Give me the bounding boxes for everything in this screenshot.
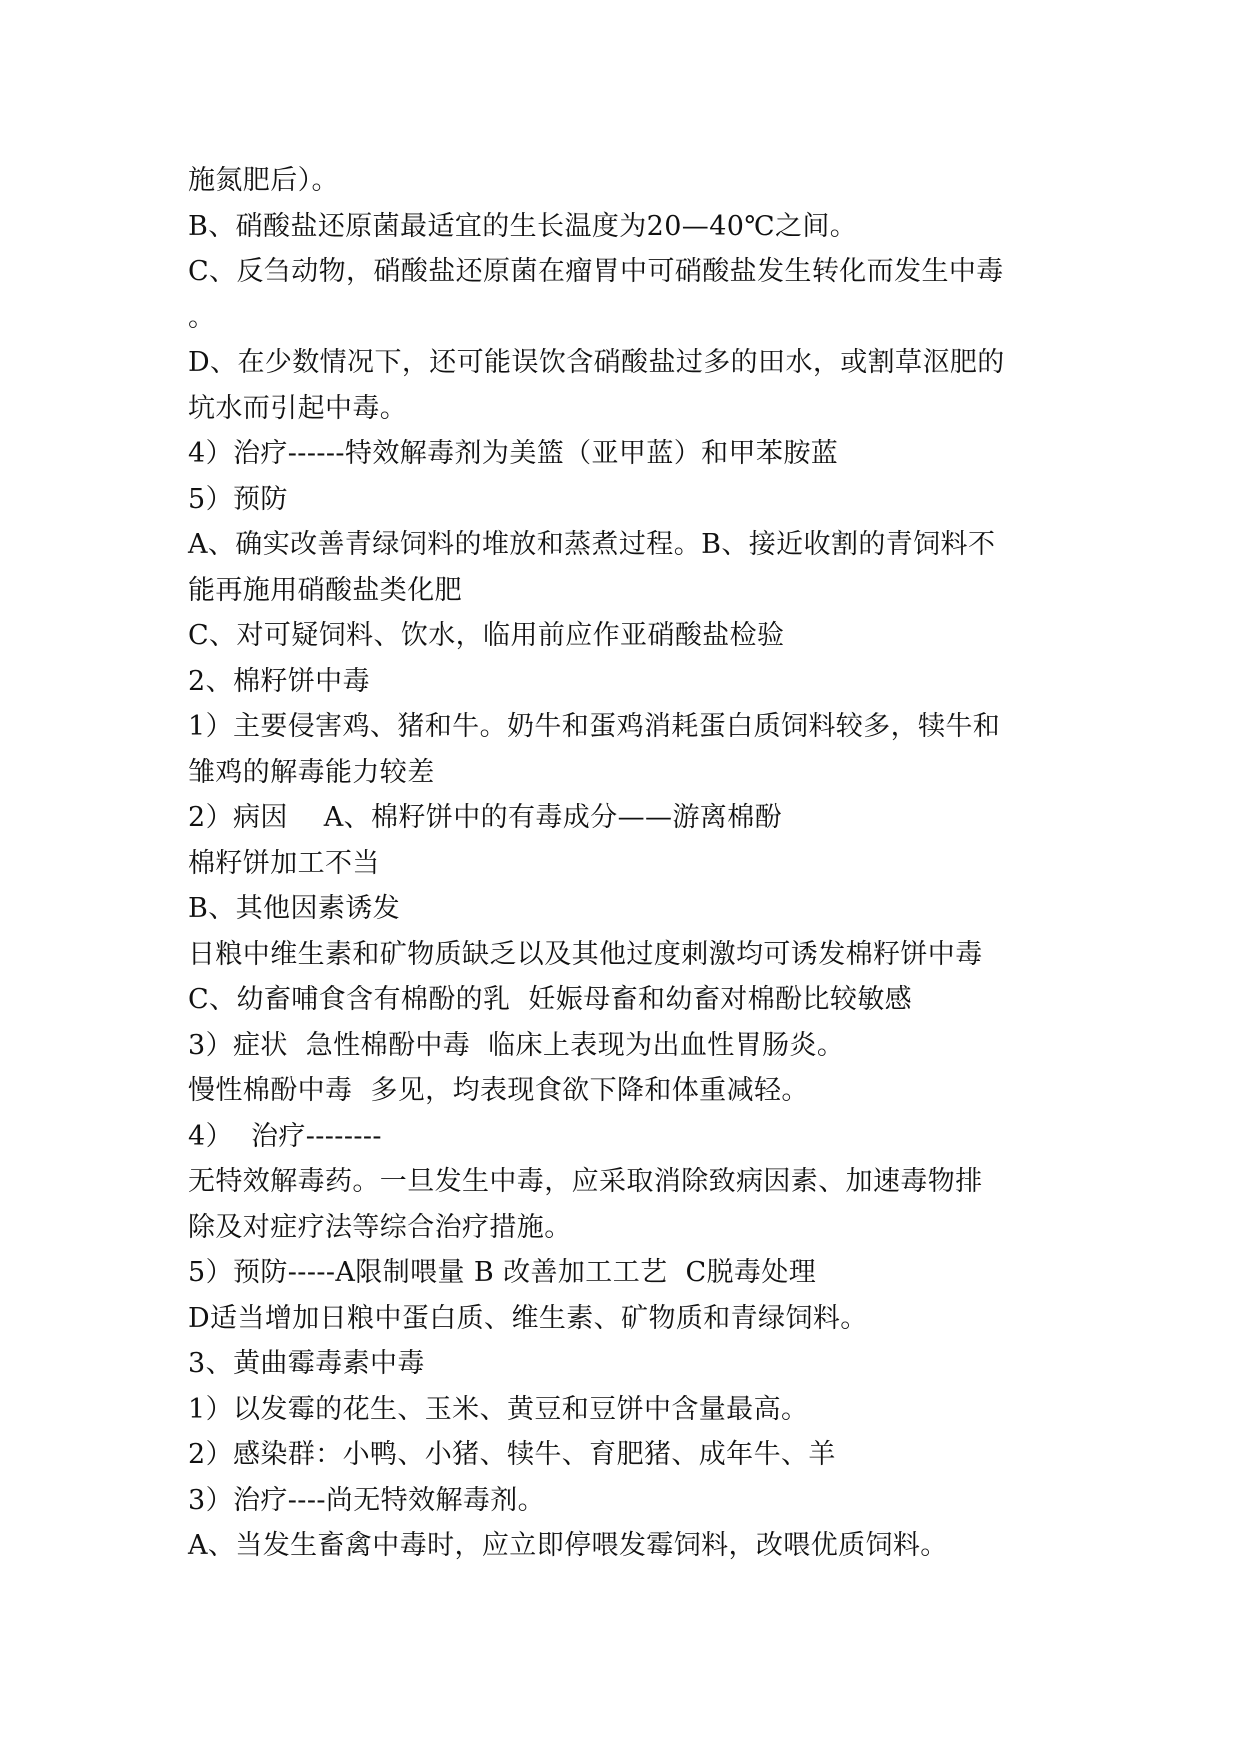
text-line: B、其他因素诱发 — [188, 893, 401, 924]
text-line: 施氮肥后）。 — [188, 165, 339, 196]
text-line: 3）症状 急性棉酚中毒 临床上表现为出血性胃肠炎。 — [188, 1029, 845, 1061]
text-line: 3）治疗----尚无特效解毒剂。 — [188, 1484, 546, 1516]
text-line: 慢性棉酚中毒 多见，均表现食欲下降和体重减轻。 — [188, 1075, 809, 1106]
text-line: 4） 治疗-------- — [188, 1120, 382, 1152]
section-heading: 3、黄曲霉毒素中毒 — [188, 1348, 425, 1379]
text-line: 5）预防-----A限制喂量 B 改善加工工艺 C脱毒处理 — [188, 1257, 817, 1288]
text-line: 2）感染群：小鸭、小猪、犊牛、育肥猪、成年牛、羊 — [188, 1439, 836, 1470]
text-line: 日粮中维生素和矿物质缺乏以及其他过度刺激均可诱发棉籽饼中毒 — [188, 938, 983, 970]
document-body — [188, 158, 1068, 1569]
text-line: C、反刍动物，硝酸盐还原菌在瘤胃中可硝酸盐发生转化而发生中毒 — [188, 256, 1004, 287]
text-line: 4）治疗------特效解毒剂为美篮（亚甲蓝）和甲苯胺蓝 — [188, 438, 839, 469]
text-line: 雏鸡的解毒能力较差 — [188, 756, 435, 788]
text-line: B、硝酸盐还原菌最适宜的生长温度为20—40℃之间。 — [188, 210, 858, 242]
text-line: 1）以发霉的花生、玉米、黄豆和豆饼中含量最高。 — [188, 1393, 809, 1425]
text-line: 棉籽饼加工不当 — [188, 847, 380, 879]
text-line: 坑水而引起中毒。 — [188, 392, 408, 424]
text-line: D、在少数情况下，还可能误饮含硝酸盐过多的田水，或割草沤肥的 — [188, 347, 1005, 378]
text-line: 能再施用硝酸盐类化肥 — [188, 574, 462, 606]
text-line: C、幼畜哺食含有棉酚的乳 妊娠母畜和幼畜对棉酚比较敏感 — [188, 984, 913, 1015]
text-line: 除及对症疗法等综合治疗措施。 — [188, 1211, 572, 1243]
text-line: A、当发生畜禽中毒时，应立即停喂发霉饲料，改喂优质饲料。 — [188, 1530, 948, 1561]
text-line: 无特效解毒药。一旦发生中毒，应采取消除致病因素、加速毒物排 — [188, 1166, 983, 1197]
text-line: A、确实改善青绿饲料的堆放和蒸煮过程。B、接近收割的青饲料不 — [188, 529, 996, 560]
text-line: 1）主要侵害鸡、猪和牛。奶牛和蛋鸡消耗蛋白质饲料较多，犊牛和 — [188, 711, 1001, 742]
text-line: D适当增加日粮中蛋白质、维生素、矿物质和青绿饲料。 — [188, 1302, 868, 1334]
text-line: C、对可疑饲料、饮水，临用前应作亚硝酸盐检验 — [188, 620, 785, 651]
text-line: 。 — [188, 301, 216, 333]
section-heading: 2、棉籽饼中毒 — [188, 665, 370, 697]
text-line: 2）病因 A、棉籽饼中的有毒成分——游离棉酚 — [188, 802, 783, 833]
section-heading: 5）预防 — [188, 483, 288, 515]
